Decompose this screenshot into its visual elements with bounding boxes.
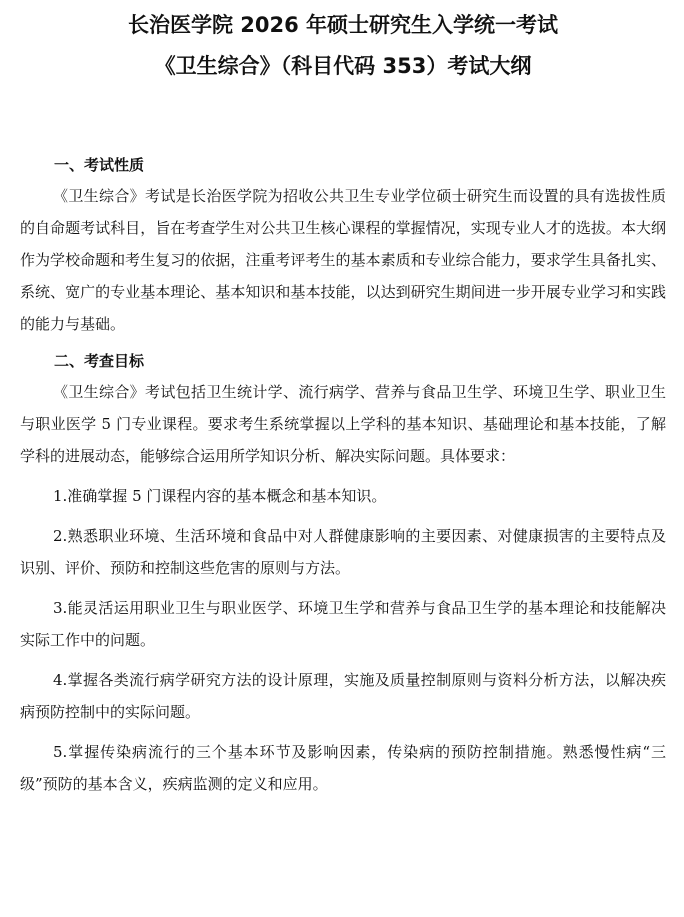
section-paragraph-objectives: 《卫生综合》考试包括卫生统计学、流行病学、营养与食品卫生学、环境卫生学、职业卫生与职业医学 5 门专业课程。要求考生系统掌握以上学科的基本知识、基础理论和基本技能，了解学科的进展动态，能够综合运用所学知识分析、解决实际问题。具体要求： <box>20 383 666 465</box>
requirement-item-2: 2.熟悉职业环境、生活环境和食品中对人群健康影响的主要因素、对健康损害的主要特点及识别、评价、预防和控制这些危害的原则与方法。 <box>20 527 666 577</box>
section-paragraph-nature: 《卫生综合》考试是长治医学院为招收公共卫生专业学位硕士研究生而设置的具有选拔性质的自命题考试科目，旨在考查学生对公共卫生核心课程的掌握情况，实现专业人才的选拔。本大纲作为学校命题和考生复习的依据，注重考评考生的基本素质和专业综合能力，要求学生具备扎实、系统、宽广的专业基本理论、基本知识和基本技能，以达到研究生期间进一步开展专业学习和实践的能力与基础。 <box>20 187 666 333</box>
requirement-item-3: 3.能灵活运用职业卫生与职业医学、环境卫生学和营养与食品卫生学的基本理论和技能解决实际工作中的问题。 <box>20 599 666 649</box>
requirement-item-5: 5.掌握传染病流行的三个基本环节及影响因素，传染病的预防控制措施。熟悉慢性病“三级”预防的基本含义，疾病监测的定义和应用。 <box>20 743 666 793</box>
section-heading-nature: 一、考试性质 <box>54 156 145 174</box>
document-title-line2: 《卫生综合》（科目代码 353）考试大纲 <box>154 54 532 78</box>
requirement-item-1: 1.准确掌握 5 门课程内容的基本概念和基本知识。 <box>53 487 387 505</box>
document-title-line1: 长治医学院 2026 年硕士研究生入学统一考试 <box>127 13 559 37</box>
section-heading-objectives: 二、考查目标 <box>54 352 145 370</box>
requirement-item-4: 4.掌握各类流行病学研究方法的设计原理，实施及质量控制原则与资料分析方法，以解决疾病预防控制中的实际问题。 <box>20 671 666 721</box>
